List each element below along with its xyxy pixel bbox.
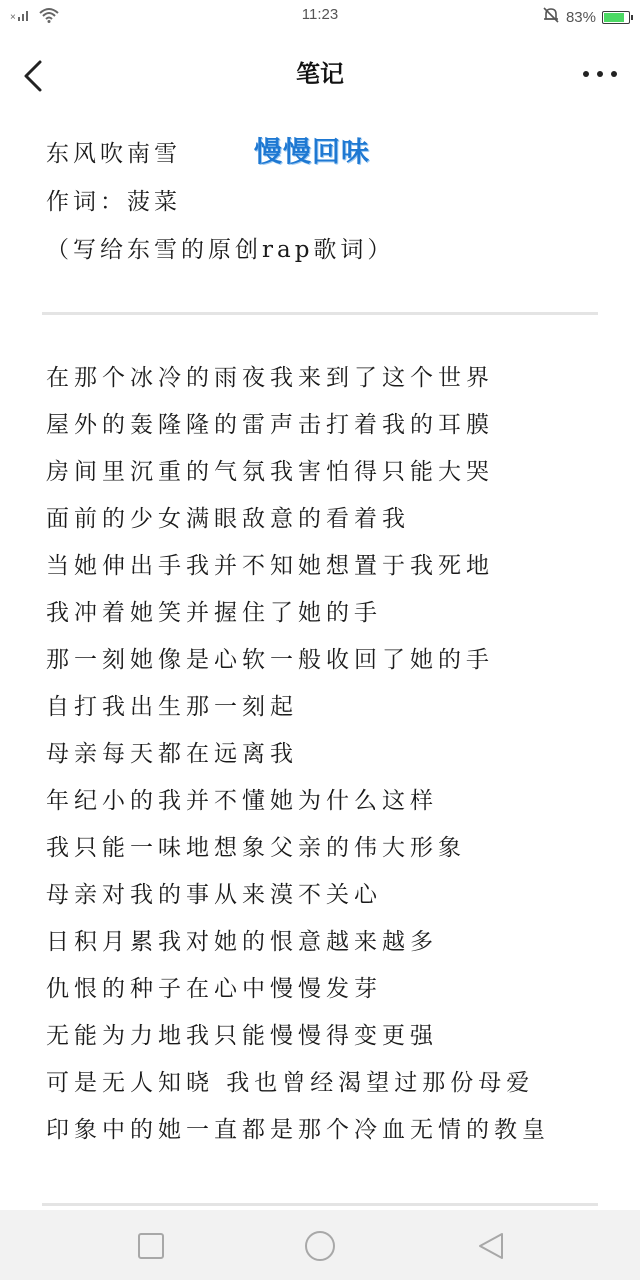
lyric-line: 无能为力地我只能慢慢得变更强 [46, 1023, 438, 1049]
square-icon [133, 1228, 169, 1264]
lyric-line: 印象中的她一直都是那个冷血无情的教皇 [46, 1117, 550, 1143]
battery-percent: 83% [565, 8, 596, 26]
song-title: 东风吹南雪 [46, 141, 181, 167]
page-title: 笔记 [296, 60, 344, 88]
lyric-line: 面前的少女满眼敌意的看着我 [46, 506, 410, 532]
home-button[interactable] [302, 1228, 338, 1264]
lyric-line: 房间里沉重的气氛我害怕得只能大哭 [46, 459, 494, 485]
triangle-back-icon [474, 1228, 510, 1264]
status-bar [0, 0, 640, 32]
lyric-line: 日积月累我对她的恨意越来越多 [46, 929, 438, 955]
lyric-line: 那一刻她像是心软一般收回了她的手 [46, 647, 494, 673]
divider-bottom [42, 1203, 598, 1206]
status-time: 11:23 [301, 6, 339, 23]
lyric-line: 仇恨的种子在心中慢慢发芽 [46, 976, 382, 1002]
svg-text:×: × [10, 12, 16, 22]
app-header [0, 40, 640, 110]
lyric-line: 屋外的轰隆隆的雷声击打着我的耳膜 [46, 412, 494, 438]
divider-top [42, 312, 598, 315]
more-horizontal-icon [582, 62, 618, 86]
note-header [46, 130, 606, 274]
note-subtitle: （写给东雪的原创rap歌词） [46, 237, 395, 263]
back-nav-button[interactable] [474, 1228, 510, 1264]
lyric-line: 母亲每天都在远离我 [46, 741, 298, 767]
system-nav-bar [0, 1210, 640, 1280]
lyric-line: 可是无人知晓 我也曾经渴望过那份母爱 [46, 1070, 535, 1096]
circle-icon [302, 1228, 338, 1264]
lyric-line: 在那个冰冷的雨夜我来到了这个世界 [46, 365, 494, 391]
recent-apps-button[interactable] [133, 1228, 169, 1264]
lyric-line: 年纪小的我并不懂她为什么这样 [46, 788, 438, 814]
more-button[interactable] [582, 62, 618, 86]
lyric-line: 我冲着她笑并握住了她的手 [46, 600, 382, 626]
lyric-line: 当她伸出手我并不知她想置于我死地 [46, 553, 494, 579]
stamp-text: 慢慢回味 [254, 135, 371, 168]
battery-icon [602, 11, 630, 24]
lyric-line: 自打我出生那一刻起 [46, 694, 298, 720]
lyric-line: 母亲对我的事从来漠不关心 [46, 882, 382, 908]
lyric-line: 我只能一味地想象父亲的伟大形象 [46, 835, 466, 861]
alarm-icon [542, 6, 560, 28]
lyrics-body [46, 355, 626, 1154]
lyricist: 作词：菠菜 [46, 189, 181, 215]
